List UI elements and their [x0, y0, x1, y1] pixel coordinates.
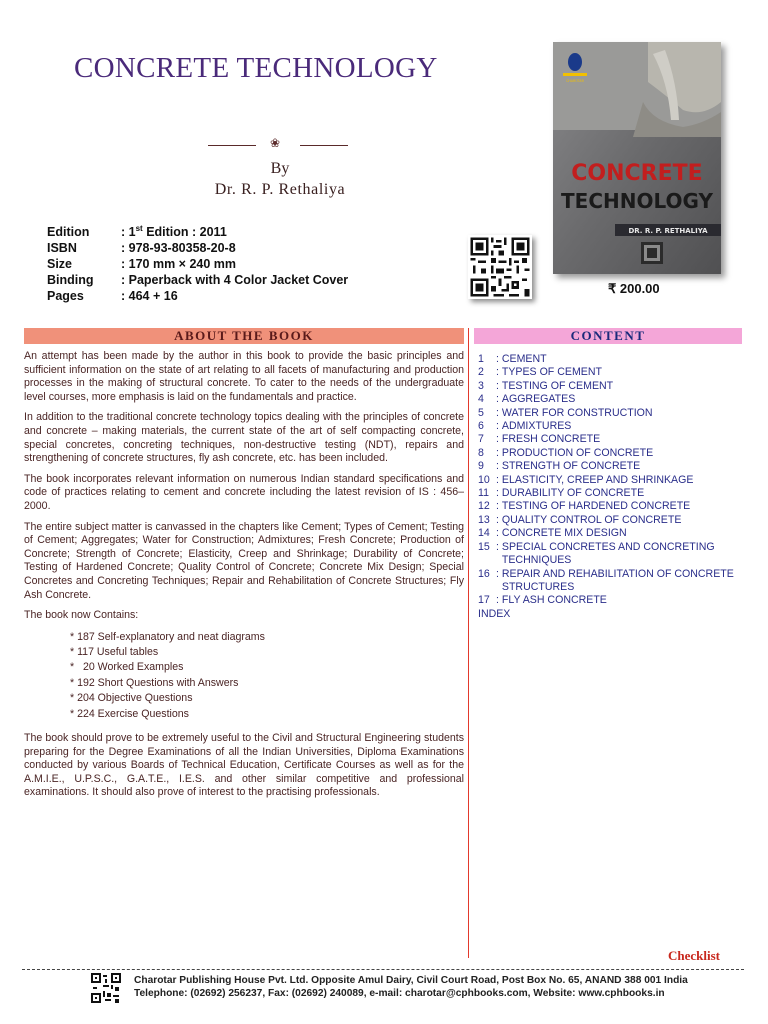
- ornament-left-line: [208, 145, 256, 146]
- cover-publisher: CHAROTAR: [566, 79, 584, 83]
- spec-size: [47, 256, 348, 272]
- toc-item: 2 : TYPES OF CEMENT: [478, 366, 740, 379]
- toc-number: 8: [478, 446, 484, 459]
- toc-number: 9: [478, 460, 484, 473]
- toc-item: 16 : REPAIR AND REHABILITATION OF CONCRETE STRUCTURES: [478, 568, 740, 595]
- content-header: CONTENT: [474, 328, 742, 344]
- toc-title: AGGREGATES: [501, 393, 576, 406]
- toc-number: 1: [478, 353, 484, 365]
- column-divider: [468, 328, 469, 958]
- toc-item: 14 : CONCRETE MIX DESIGN: [478, 527, 740, 540]
- toc-number: 5: [478, 406, 484, 419]
- spec-binding: [47, 272, 348, 288]
- toc-number: 3: [478, 379, 484, 392]
- toc-item: 1 : CEMENT: [478, 353, 740, 366]
- spec-edition-label: Edition: [47, 225, 90, 239]
- book-cover-image: [553, 42, 721, 274]
- toc-number: 13: [478, 513, 490, 526]
- spec-pages-label: Pages: [47, 289, 84, 303]
- price: ₹ 200.00: [608, 281, 660, 296]
- spec-edition: [47, 224, 348, 240]
- footer-divider: [22, 969, 744, 970]
- toc-item: 13 : QUALITY CONTROL OF CONCRETE: [478, 514, 740, 527]
- toc-index-label: INDEX: [478, 607, 511, 620]
- about-paragraph: The entire subject matter is canvassed in the chapters like Cement; Types of Cement; Testing of Cement; Aggregates; Water for Construction; Admixtures; Fresh Concrete; Production of Concrete; Strength of Concrete; Elasticity, Creep and Shrinkage; Durability of Concrete; Testing of Hardened Concrete; Quality Control of Concrete; Concrete Mix Design; Special Concretes and Concreting Techniques; Repair and Rehabilitation of Concrete Structures; Fly Ash Concrete.: [24, 520, 464, 601]
- spec-binding-value: : Paperback with 4 Color Jacket Cover: [121, 273, 349, 287]
- toc-item: 6 : ADMIXTURES: [478, 420, 740, 433]
- spec-edition-pre: : 1: [121, 225, 136, 239]
- toc-item: 4 : AGGREGATES: [478, 393, 740, 406]
- feature-item: * 117 Useful tables: [70, 646, 159, 659]
- about-paragraph: An attempt has been made by the author in this book to provide the basic principles and sufficient information on the state of art relating to all facets of manufacturing and production processes in the making of structural concrete. To cater to the needs of the undergraduate level courses, more emphasis is laid on the fundamentals and practice.: [24, 350, 464, 403]
- feature-item: * 20 Worked Examples: [70, 661, 184, 674]
- floral-ornament-icon: ❀: [270, 136, 281, 150]
- toc-item: 15 : SPECIAL CONCRETES AND CONCRETING TECHNIQUES: [478, 541, 740, 568]
- qr-code-icon[interactable]: [468, 235, 532, 299]
- checklist-link[interactable]: Checklist: [668, 948, 720, 963]
- by-label: By: [270, 160, 290, 177]
- toc-item: 17 : FLY ASH CONCRETE: [478, 594, 740, 607]
- toc-number: 6: [478, 420, 484, 433]
- features-list: [70, 630, 464, 722]
- feature-item: * 224 Exercise Questions: [70, 707, 189, 720]
- spec-binding-label: Binding: [47, 273, 94, 287]
- toc-number: 11: [478, 487, 489, 500]
- toc-title: TESTING OF CEMENT: [501, 379, 614, 392]
- toc-title: ELASTICITY, CREEP AND SHRINKAGE: [501, 473, 694, 486]
- toc-title: FLY ASH CONCRETE: [501, 594, 607, 607]
- toc-item: 8 : PRODUCTION OF CONCRETE: [478, 447, 740, 460]
- about-book-body: [24, 350, 464, 807]
- feature-item: * 204 Objective Questions: [70, 692, 193, 705]
- feature-item: * 187 Self-explanatory and neat diagrams: [70, 630, 265, 643]
- toc-title: CEMENT: [501, 353, 547, 365]
- book-specs: [47, 224, 348, 304]
- footer-qr-code-icon: [91, 973, 121, 1003]
- publisher-footer: [134, 974, 688, 1000]
- about-paragraph: The book should prove to be extremely useful to the Civil and Structural Engineering students preparing for the Degree Examinations of all the Indian Universities, Diploma Examinations conducted by various Boards of Technical Education, Certificate Courses as well as for the A.M.I.E., U.P.S.C., G.A.T.E., I.E.S. and other similar competitive and professional examinations. It should also prove of interest to the practising professionals.: [24, 732, 464, 799]
- spec-edition-post: Edition : 2011: [142, 225, 227, 239]
- about-paragraph: The book incorporates relevant information on numerous Indian standard specifications and code of practices relating to cement and concrete including the latest revision of IS : 456–2000.: [24, 472, 464, 512]
- toc-number: 14: [478, 527, 490, 540]
- toc-number: 17: [478, 594, 490, 607]
- toc-title: DURABILITY OF CONCRETE: [501, 487, 645, 500]
- toc-item: 3 : TESTING OF CEMENT: [478, 380, 740, 393]
- toc-item: 9 : STRENGTH OF CONCRETE: [478, 460, 740, 473]
- toc-title: REPAIR AND REHABILITATION OF CONCRETE STRUCTURES: [501, 567, 734, 593]
- toc-title: PRODUCTION OF CONCRETE: [501, 446, 654, 459]
- toc-title: WATER FOR CONSTRUCTION: [501, 406, 653, 419]
- toc-title: TYPES OF CEMENT: [501, 366, 602, 379]
- toc-index: [478, 608, 740, 621]
- feature-item: * 192 Short Questions with Answers: [70, 676, 239, 689]
- spec-isbn-label: ISBN: [47, 241, 77, 255]
- toc-item: 11 : DURABILITY OF CONCRETE: [478, 487, 740, 500]
- toc-item: 10 : ELASTICITY, CREEP AND SHRINKAGE: [478, 474, 740, 487]
- title-ornament: [208, 138, 348, 152]
- toc-item: 12 : TESTING OF HARDENED CONCRETE: [478, 500, 740, 513]
- about-paragraph: In addition to the traditional concrete technology topics dealing with the principles of concrete and concrete – making materials, the current state of the art of self compacting concrete, special concretes, concreting techniques, non-destructive testing (NDT), repairs and strengthening of concrete structures, fly ash concrete, etc. has been included.: [24, 411, 464, 465]
- spec-pages-value: : 464 + 16: [121, 289, 178, 303]
- toc-title: STRENGTH OF CONCRETE: [501, 460, 641, 473]
- book-title: CONCRETE TECHNOLOGY: [74, 52, 438, 84]
- about-book-header: ABOUT THE BOOK: [24, 328, 464, 344]
- toc-number: 15: [478, 540, 490, 553]
- cover-title-line2: TECHNOLOGY: [561, 189, 713, 213]
- toc-title: QUALITY CONTROL OF CONCRETE: [501, 513, 682, 526]
- toc-number: 2: [478, 366, 484, 379]
- spec-edition-value: [121, 224, 227, 240]
- cover-title-line1: CONCRETE: [571, 161, 703, 186]
- table-of-contents: [478, 353, 740, 621]
- spec-size-label: Size: [47, 257, 73, 271]
- spec-edition-sup: st: [135, 223, 143, 233]
- footer-contact: Telephone: (02692) 256237, Fax: (02692) 240089, e-mail: charotar@cphbooks.com, Website: www.cphbooks.in: [134, 988, 665, 999]
- toc-number: 7: [478, 433, 484, 446]
- toc-title: CONCRETE MIX DESIGN: [501, 527, 627, 540]
- toc-item: 5 : WATER FOR CONSTRUCTION: [478, 407, 740, 420]
- footer-address: Charotar Publishing House Pvt. Ltd. Opposite Amul Dairy, Civil Court Road, Post Box No. 65, ANAND 388 001 India: [134, 975, 688, 986]
- spec-size-value: : 170 mm × 240 mm: [121, 257, 236, 271]
- toc-number: 16: [478, 567, 490, 580]
- toc-title: FRESH CONCRETE: [501, 433, 601, 446]
- toc-title: SPECIAL CONCRETES AND CONCRETING TECHNIQUES: [501, 540, 715, 567]
- ornament-right-line: [300, 145, 348, 146]
- toc-item: 7 : FRESH CONCRETE: [478, 433, 740, 446]
- author-name: Dr. R. P. Rethaliya: [214, 181, 346, 198]
- toc-number: 4: [478, 393, 484, 406]
- spec-pages: [47, 288, 348, 304]
- toc-title: TESTING OF HARDENED CONCRETE: [501, 500, 691, 513]
- toc-number: 12: [478, 500, 490, 513]
- spec-isbn-value: : 978-93-80358-20-8: [121, 241, 236, 255]
- spec-isbn: [47, 240, 348, 256]
- toc-title: ADMIXTURES: [501, 420, 572, 433]
- about-paragraph: The book now Contains:: [24, 609, 139, 622]
- toc-number: 10: [478, 473, 490, 486]
- cover-author: DR. R. P. RETHALIYA: [628, 227, 708, 235]
